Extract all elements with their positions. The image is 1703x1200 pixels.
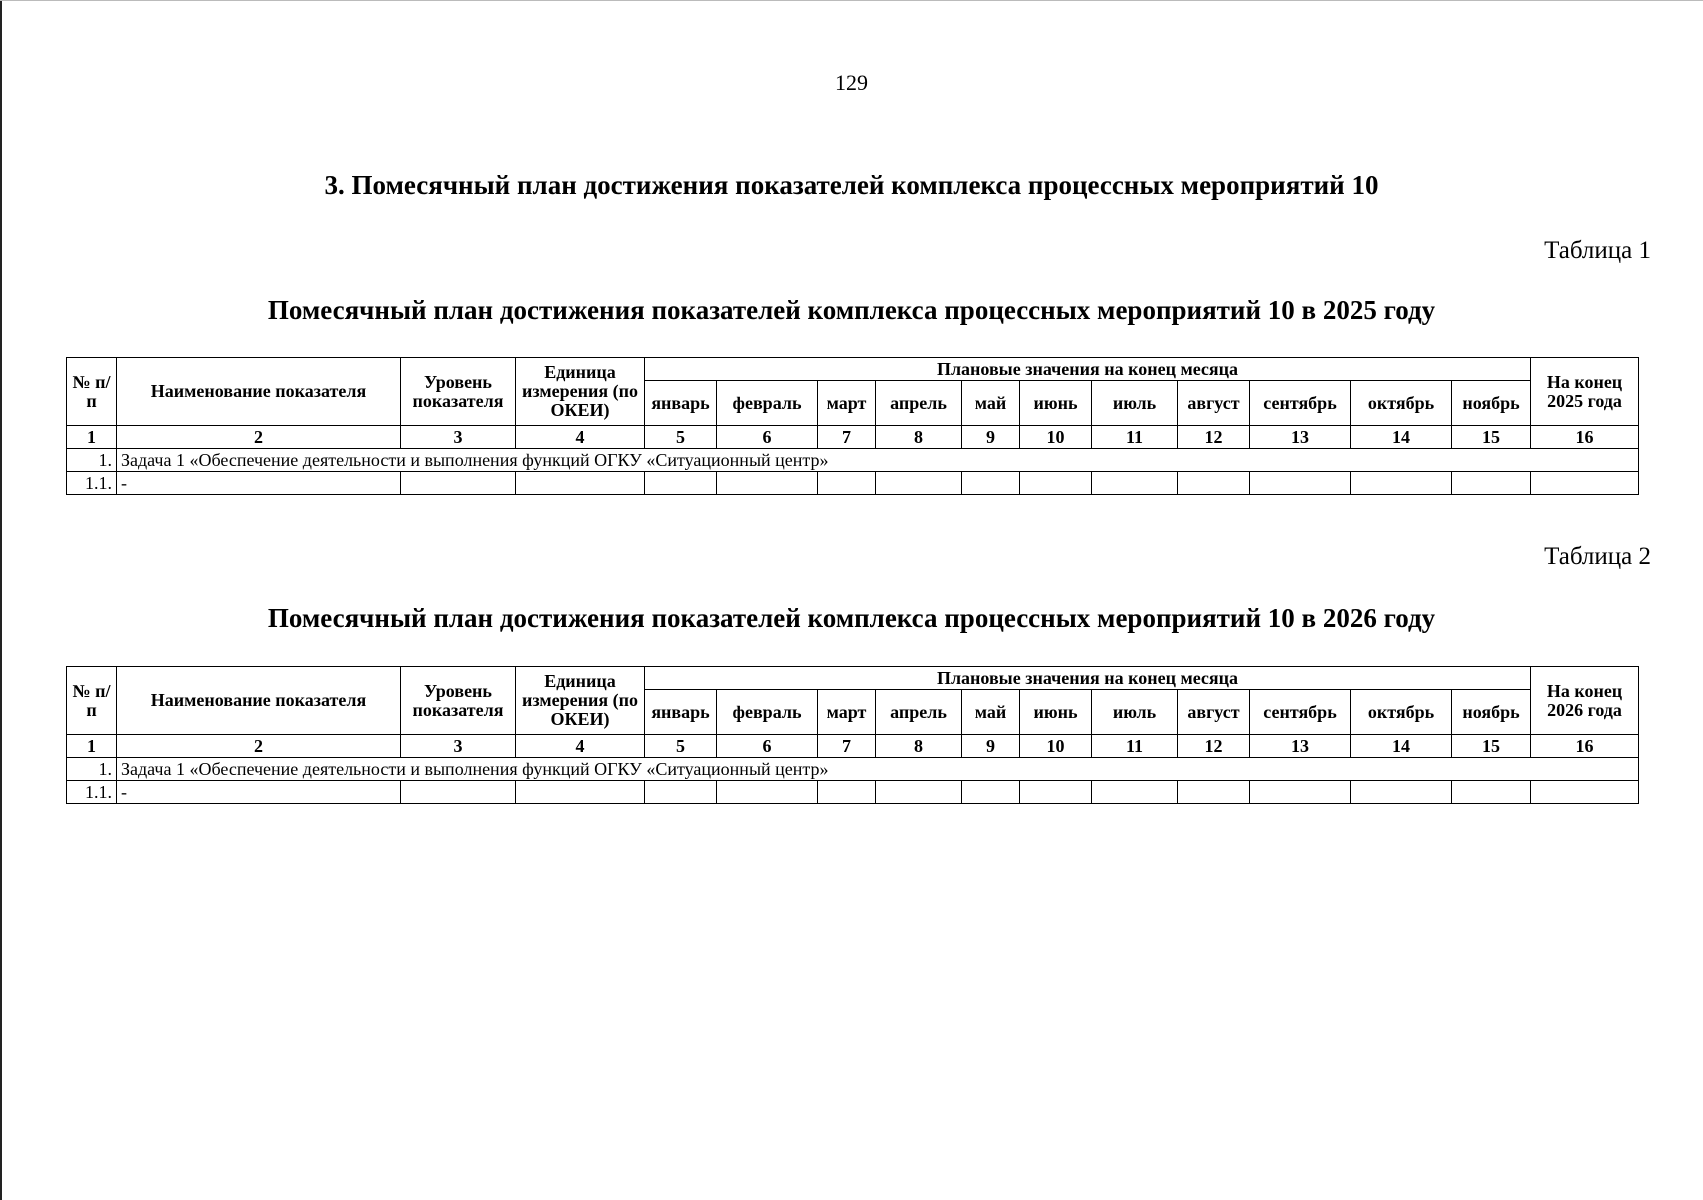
header-num: № п/п xyxy=(67,358,117,426)
header-name: Наименование показателя xyxy=(117,358,401,426)
column-number: 11 xyxy=(1092,735,1178,758)
header-month: март xyxy=(818,381,876,426)
column-number: 1 xyxy=(67,426,117,449)
header-month: май xyxy=(962,690,1020,735)
header-month: май xyxy=(962,381,1020,426)
column-number: 4 xyxy=(516,426,645,449)
header-planned-values: Плановые значения на конец месяца xyxy=(645,667,1531,690)
empty-cell xyxy=(1178,781,1250,804)
header-month: ноябрь xyxy=(1452,690,1531,735)
page-edge-top xyxy=(0,0,1703,1)
empty-cell xyxy=(962,781,1020,804)
column-number: 16 xyxy=(1531,735,1639,758)
column-number: 5 xyxy=(645,426,717,449)
header-month: июнь xyxy=(1020,381,1092,426)
empty-cell xyxy=(717,781,818,804)
empty-cell xyxy=(1250,472,1351,495)
header-month: сентябрь xyxy=(1250,690,1351,735)
column-number: 7 xyxy=(818,426,876,449)
column-number: 3 xyxy=(401,426,516,449)
header-month: апрель xyxy=(876,381,962,426)
task-row xyxy=(67,449,1639,472)
header-month: ноябрь xyxy=(1452,381,1531,426)
empty-cell xyxy=(1531,472,1639,495)
column-number: 13 xyxy=(1250,426,1351,449)
table-title-1: Помесячный план достижения показателей комплекса процессных мероприятий 10 в 2025 году xyxy=(267,295,1436,325)
header-month: июль xyxy=(1092,381,1178,426)
table-row xyxy=(67,781,1639,804)
column-number: 16 xyxy=(1531,426,1639,449)
empty-cell xyxy=(876,472,962,495)
header-month: январь xyxy=(645,381,717,426)
empty-cell xyxy=(1452,472,1531,495)
task-row xyxy=(67,758,1639,781)
empty-cell xyxy=(516,781,645,804)
column-number: 2 xyxy=(117,735,401,758)
item-num: 1.1. xyxy=(67,781,117,804)
empty-cell xyxy=(717,472,818,495)
empty-cell xyxy=(645,472,717,495)
empty-cell xyxy=(1531,781,1639,804)
header-month: июль xyxy=(1092,690,1178,735)
empty-cell xyxy=(1250,781,1351,804)
header-unit: Единица измерения (по ОКЕИ) xyxy=(516,358,645,426)
column-number: 5 xyxy=(645,735,717,758)
header-month: февраль xyxy=(717,690,818,735)
task-num: 1. xyxy=(67,449,117,472)
header-month: февраль xyxy=(717,381,818,426)
header-month: август xyxy=(1178,690,1250,735)
empty-cell xyxy=(645,781,717,804)
page-number: 129 xyxy=(835,70,868,95)
column-number: 14 xyxy=(1351,426,1452,449)
empty-cell xyxy=(818,781,876,804)
header-month: апрель xyxy=(876,690,962,735)
column-number: 10 xyxy=(1020,735,1092,758)
header-unit: Единица измерения (по ОКЕИ) xyxy=(516,667,645,735)
empty-cell xyxy=(516,472,645,495)
header-month: июнь xyxy=(1020,690,1092,735)
empty-cell xyxy=(1452,781,1531,804)
empty-cell xyxy=(1020,472,1092,495)
column-number: 9 xyxy=(962,426,1020,449)
table-caption-2: Таблица 2 xyxy=(1544,543,1651,570)
header-end-of-year: На конец 2025 года xyxy=(1531,358,1639,426)
header-level: Уровень показателя xyxy=(401,358,516,426)
header-num: № п/п xyxy=(67,667,117,735)
empty-cell xyxy=(1020,781,1092,804)
column-number: 14 xyxy=(1351,735,1452,758)
header-name: Наименование показателя xyxy=(117,667,401,735)
column-number: 8 xyxy=(876,735,962,758)
task-num: 1. xyxy=(67,758,117,781)
monthly-plan-table-2026 xyxy=(66,666,1639,804)
column-number: 2 xyxy=(117,426,401,449)
item-num: 1.1. xyxy=(67,472,117,495)
empty-cell xyxy=(1092,472,1178,495)
header-level: Уровень показателя xyxy=(401,667,516,735)
header-month: октябрь xyxy=(1351,381,1452,426)
column-number: 10 xyxy=(1020,426,1092,449)
column-number: 7 xyxy=(818,735,876,758)
column-number: 13 xyxy=(1250,735,1351,758)
column-number: 6 xyxy=(717,735,818,758)
empty-cell xyxy=(876,781,962,804)
empty-cell xyxy=(962,472,1020,495)
section-title: 3. Помесячный план достижения показателей комплекса процессных мероприятий 10 xyxy=(324,170,1379,200)
column-number: 15 xyxy=(1452,735,1531,758)
item-name: - xyxy=(117,781,401,804)
header-month: октябрь xyxy=(1351,690,1452,735)
column-number: 12 xyxy=(1178,426,1250,449)
column-number: 15 xyxy=(1452,426,1531,449)
item-name: - xyxy=(117,472,401,495)
header-planned-values: Плановые значения на конец месяца xyxy=(645,358,1531,381)
table-caption-1: Таблица 1 xyxy=(1544,237,1651,264)
column-number: 9 xyxy=(962,735,1020,758)
task-text: Задача 1 «Обеспечение деятельности и выполнения функций ОГКУ «Ситуационный центр» xyxy=(117,758,1639,781)
column-number: 3 xyxy=(401,735,516,758)
empty-cell xyxy=(1351,781,1452,804)
task-text: Задача 1 «Обеспечение деятельности и выполнения функций ОГКУ «Ситуационный центр» xyxy=(117,449,1639,472)
monthly-plan-table-2025 xyxy=(66,357,1639,495)
column-number: 12 xyxy=(1178,735,1250,758)
header-month: август xyxy=(1178,381,1250,426)
empty-cell xyxy=(1351,472,1452,495)
empty-cell xyxy=(818,472,876,495)
column-number: 6 xyxy=(717,426,818,449)
column-number: 1 xyxy=(67,735,117,758)
column-number: 8 xyxy=(876,426,962,449)
header-month: март xyxy=(818,690,876,735)
table-row xyxy=(67,472,1639,495)
table-title-2: Помесячный план достижения показателей комплекса процессных мероприятий 10 в 2026 году xyxy=(267,603,1436,633)
column-number: 11 xyxy=(1092,426,1178,449)
header-month: январь xyxy=(645,690,717,735)
empty-cell xyxy=(401,781,516,804)
header-end-of-year: На конец 2026 года xyxy=(1531,667,1639,735)
empty-cell xyxy=(1178,472,1250,495)
column-number: 4 xyxy=(516,735,645,758)
empty-cell xyxy=(401,472,516,495)
header-month: сентябрь xyxy=(1250,381,1351,426)
empty-cell xyxy=(1092,781,1178,804)
